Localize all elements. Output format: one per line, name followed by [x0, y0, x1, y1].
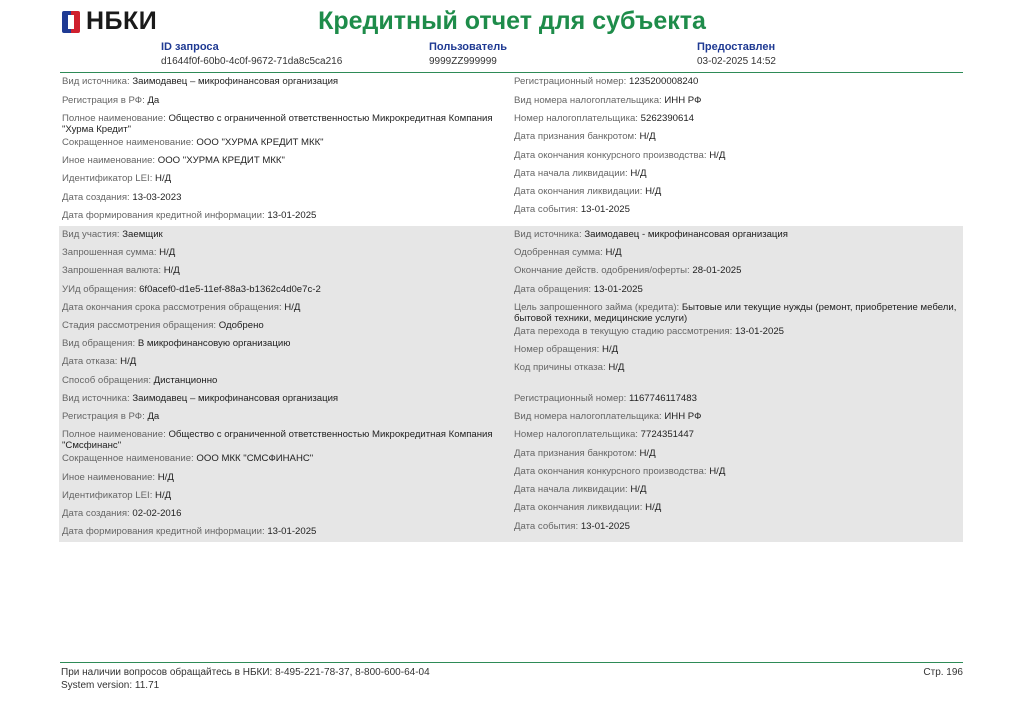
field-reg-number-2: Регистрационный номер: 1167746117483: [514, 393, 697, 404]
field-credit-info-date: Дата формирования кредитной информации: 13-01-2025: [62, 210, 317, 221]
request-id-value: d1644f0f-60b0-4c0f-9672-71da8c5ca216: [161, 56, 343, 67]
user-label: Пользователь: [429, 41, 508, 53]
field-source-type-2: Вид источника: Заимодавец – микрофинансовая организация: [62, 393, 339, 404]
field-liquidation-start-2: Дата начала ликвидации: Н/Д: [514, 484, 647, 495]
field-event-date: Дата события: 13-01-2025: [514, 204, 630, 215]
field-bankruptcy-end: Дата окончания конкурсного производства: Н/Д: [514, 150, 726, 161]
field-reg-number: Регистрационный номер: 1235200008240: [514, 76, 699, 87]
field-short-name: Сокращенное наименование: ООО "ХУРМА КРЕДИТ МКК": [62, 137, 324, 148]
logo-text: НБКИ: [86, 7, 158, 35]
field-full-name-2: Полное наименование: Общество с ограниченной ответственностью Микрокредитная Компания "Смсфинанс": [62, 429, 493, 451]
field-loan-purpose: Цель запрошенного займа (кредита): Бытовые или текущие нужды (ремонт, приобретение мебели, бытовой техники, медицинские услуги): [514, 302, 957, 324]
field-liquidation-end: Дата окончания ликвидации: Н/Д: [514, 186, 662, 197]
field-review-deadline: Дата окончания срока рассмотрения обращения: Н/Д: [62, 302, 301, 313]
field-short-name-2: Сокращенное наименование: ООО МКК "СМСФИНАНС": [62, 453, 314, 464]
provided-value: 03-02-2025 14:52: [697, 56, 776, 67]
field-registered-rf-2: Регистрация в РФ: Да: [62, 411, 160, 422]
field-application-date: Дата обращения: 13-01-2025: [514, 284, 643, 295]
field-bankrupt-date-2: Дата признания банкротом: Н/Д: [514, 448, 656, 459]
footer-divider: [60, 662, 963, 663]
application-block-left: [59, 226, 511, 542]
field-credit-info-date-2: Дата формирования кредитной информации: 13-01-2025: [62, 526, 317, 537]
field-liquidation-end-2: Дата окончания ликвидации: Н/Д: [514, 502, 662, 513]
field-liquidation-start: Дата начала ликвидации: Н/Д: [514, 168, 647, 179]
field-taxpayer-type-2: Вид номера налогоплательщика: ИНН РФ: [514, 411, 702, 422]
field-other-name: Иное наименование: ООО "ХУРМА КРЕДИТ МКК": [62, 155, 285, 166]
field-full-name: Полное наименование: Общество с ограниченной ответственностью Микрокредитная Компания "Хурма Кредит": [62, 113, 493, 135]
field-application-type: Вид обращения: В микрофинансовую организацию: [62, 338, 291, 349]
field-lei-2: Идентификатор LEI: Н/Д: [62, 490, 172, 501]
page-title: Кредитный отчет для субъекта: [318, 7, 706, 35]
field-requested-currency: Запрошенная валюта: Н/Д: [62, 265, 180, 276]
user-value: 9999ZZ999999: [429, 56, 497, 67]
footer-version: System version: 11.71: [61, 680, 160, 691]
field-other-name-2: Иное наименование: Н/Д: [62, 472, 174, 483]
source-block-right: [511, 73, 963, 225]
field-application-uid: УИд обращения: 6f0acef0-d1e5-11ef-88a3-b1362c4d0e7c-2: [62, 284, 321, 295]
field-refusal-date: Дата отказа: Н/Д: [62, 356, 137, 367]
field-created-date-2: Дата создания: 02-02-2016: [62, 508, 182, 519]
field-source-type: Вид источника: Заимодавец – микрофинансовая организация: [62, 76, 339, 87]
field-application-method: Способ обращения: Дистанционно: [62, 375, 218, 386]
footer-contact: При наличии вопросов обращайтесь в НБКИ: 8-495-221-78-37, 8-800-600-64-04: [61, 667, 430, 678]
request-id-label: ID запроса: [161, 41, 219, 53]
page-number: Стр. 196: [923, 667, 963, 678]
field-created-date: Дата создания: 13-03-2023: [62, 192, 182, 203]
field-event-date-2: Дата события: 13-01-2025: [514, 521, 630, 532]
field-source-type-right: Вид источника: Заимодавец - микрофинансовая организация: [514, 229, 788, 240]
provided-label: Предоставлен: [697, 41, 776, 53]
field-review-stage: Стадия рассмотрения обращения: Одобрено: [62, 320, 264, 331]
field-application-number: Номер обращения: Н/Д: [514, 344, 619, 355]
field-stage-transition-date: Дата перехода в текущую стадию рассмотрения: 13-01-2025: [514, 326, 785, 337]
field-refusal-code: Код причины отказа: Н/Д: [514, 362, 625, 373]
field-lei: Идентификатор LEI: Н/Д: [62, 173, 172, 184]
field-approved-amount: Одобренная сумма: Н/Д: [514, 247, 622, 258]
field-taxpayer-number: Номер налогоплательщика: 5262390614: [514, 113, 695, 124]
field-participation-type: Вид участия: Заемщик: [62, 229, 163, 240]
application-block-right: [511, 226, 963, 542]
field-taxpayer-type: Вид номера налогоплательщика: ИНН РФ: [514, 95, 702, 106]
field-bankrupt-date: Дата признания банкротом: Н/Д: [514, 131, 656, 142]
field-registered-rf: Регистрация в РФ: Да: [62, 95, 160, 106]
field-bankruptcy-end-2: Дата окончания конкурсного производства: Н/Д: [514, 466, 726, 477]
field-requested-amount: Запрошенная сумма: Н/Д: [62, 247, 176, 258]
source-block-left: [59, 73, 511, 225]
field-offer-expiry: Окончание действ. одобрения/оферты: 28-01-2025: [514, 265, 742, 276]
field-taxpayer-number-2: Номер налогоплательщика: 7724351447: [514, 429, 695, 440]
